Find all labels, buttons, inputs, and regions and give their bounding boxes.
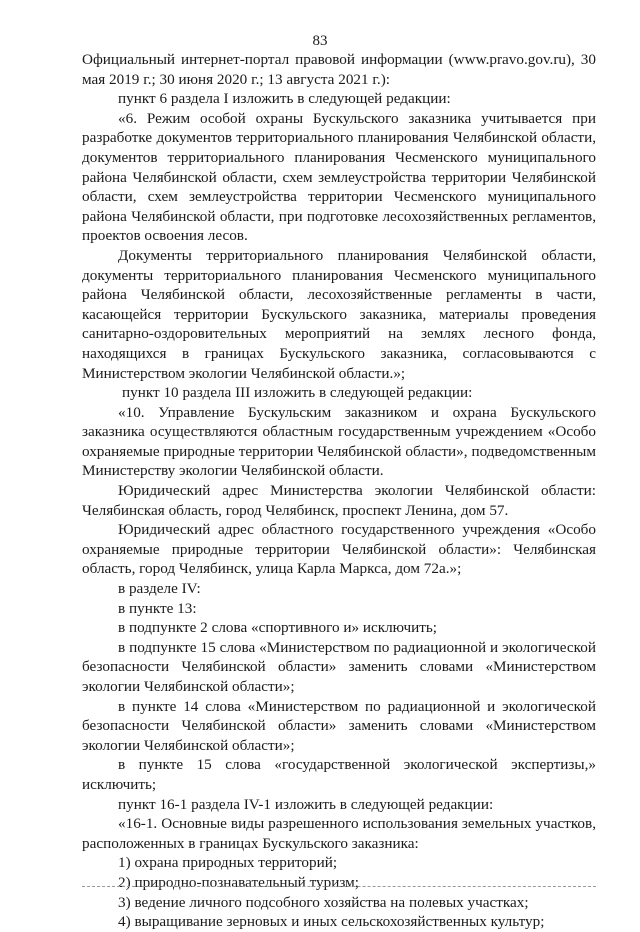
list-item-3: 3) ведение личного подсобного хозяйства на полевых участках;	[118, 893, 529, 911]
list-item-1: 1) охрана природных территорий;	[118, 854, 338, 872]
paragraph-item-10-text: «10. Управление Бускульским заказником и охрана Бускульского заказника осуществляются областным государственным учреждением «Особо охраняемые природные территории Челябинской области», подведомственным Министерству экологии Челябинской области.	[82, 403, 596, 480]
paragraph-item-13: в пункте 13:	[118, 599, 197, 617]
paragraph-item-16-1-text: «16-1. Основные виды разрешенного использования земельных участков, расположенных в границах Бускульского заказника:	[82, 815, 596, 852]
paragraph-subitem-15: в подпункте 15 слова «Министерством по радиационной и экологической безопасности Челябинской области» заменить словами «Министерством экологии Челябинской области»;	[82, 638, 596, 695]
paragraph-item-14: в пункте 14 слова «Министерством по радиационной и экологической безопасности Челябинской области» заменить словами «Министерством экологии Челябинской области»;	[82, 697, 596, 754]
paragraph-item-10-instruction: пункт 10 раздела III изложить в следующей редакции:	[122, 384, 473, 402]
paragraph-section-4: в разделе IV:	[118, 580, 201, 598]
page-number: 83	[312, 33, 328, 49]
footer-divider	[82, 886, 596, 887]
list-item-4: 4) выращивание зерновых и иных сельскохозяйственных культур;	[118, 913, 545, 931]
list-item-2: 2) природно-познавательный туризм;	[118, 873, 359, 891]
paragraph-source-continuation: Официальный интернет-портал правовой информации (www.pravo.gov.ru), 30 мая 2019 г.; 30 июня 2020 г.; 13 августа 2021 г.):	[82, 51, 596, 88]
paragraph-planning-documents: Документы территориального планирования Челябинской области, документы территориального планирования Чесменского муниципального района Челябинской области, лесохозяйственные регламенты в части, касающейся территории Бускульского заказника, материалы проведения санитарно-оздоровительных мероприятий на землях лесного фонда, находящихся в границах Бускульского заказника, согласовываются с Министерством экологии Челябинской области.»;	[82, 246, 596, 382]
paragraph-ministry-address: Юридический адрес Министерства экологии Челябинской области: Челябинская область, город Челябинск, проспект Ленина, дом 57.	[82, 482, 596, 519]
paragraph-subitem-2: в подпункте 2 слова «спортивного и» исключить;	[118, 619, 438, 637]
paragraph-item-16-1-instruction: пункт 16-1 раздела IV-1 изложить в следующей редакции:	[118, 795, 494, 813]
paragraph-item-15: в пункте 15 слова «государственной экологической экспертизы,» исключить;	[82, 756, 596, 793]
paragraph-item-6-text: «6. Режим особой охраны Бускульского заказника учитывается при разработке документов территориального планирования Челябинской области, документов территориального планирования Чесменского муниципального района Челябинской области, схем землеустройства территории Челябинской области, схем землеустройства территории Чесменского муниципального района Челябинской области, при подготовке лесохозяйственных регламентов, проектов освоения лесов.	[82, 109, 596, 245]
document-body	[82, 50, 596, 932]
paragraph-institution-address: Юридический адрес областного государственного учреждения «Особо охраняемые природные территории Челябинской области»: Челябинская область, город Челябинск, улица Карла Маркса, дом 72а.»;	[82, 521, 596, 578]
paragraph-item-6-instruction: пункт 6 раздела I изложить в следующей редакции:	[118, 90, 451, 108]
